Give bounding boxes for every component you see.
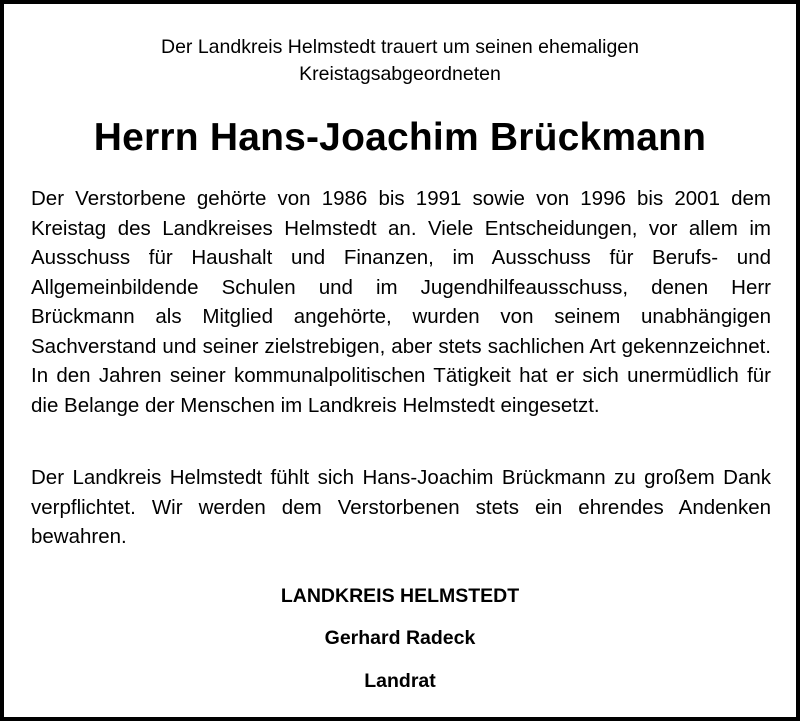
signature-organization: LANDKREIS HELMSTEDT <box>280 585 520 607</box>
intro-text <box>4 34 796 88</box>
tribute-paragraph: Der Verstorbene gehörte von 1986 bis 1991 sowie von 1996 bis 2001 dem Kreistag des Landkreises Helmstedt an. Viele Entscheidungen, vor allem im Ausschuss für Haushalt und Finanzen, im Ausschuss für Berufs- und Allgemeinbildende Schulen und im Jugendhilfeausschuss, denen Herr Brückmann als Mitglied angehörte, wurden von seinem unabhängigen Sachverstand und seiner zielstrebigen, aber stets sachlichen Art gekennzeichnet. In den Jahren seiner kommunalpolitischen Tätigkeit hat er sich unermüdlich für die Belange der Menschen im Landkreis Helmstedt eingesetzt. <box>31 187 771 417</box>
signature-name: Gerhard Radeck <box>324 627 476 649</box>
thanks-paragraph: Der Landkreis Helmstedt fühlt sich Hans-Joachim Brückmann zu großem Dank verpflichtet. Wir werden dem Verstorbenen stets ein ehrendes Andenken bewahren. <box>31 466 771 548</box>
deceased-name: Herrn Hans-Joachim Brückmann <box>93 116 707 159</box>
intro-line-1: Der Landkreis Helmstedt trauert um seinen ehemaligen <box>161 36 639 58</box>
signature-title: Landrat <box>364 670 436 692</box>
intro-line-2: Kreistagsabgeordneten <box>299 63 501 85</box>
